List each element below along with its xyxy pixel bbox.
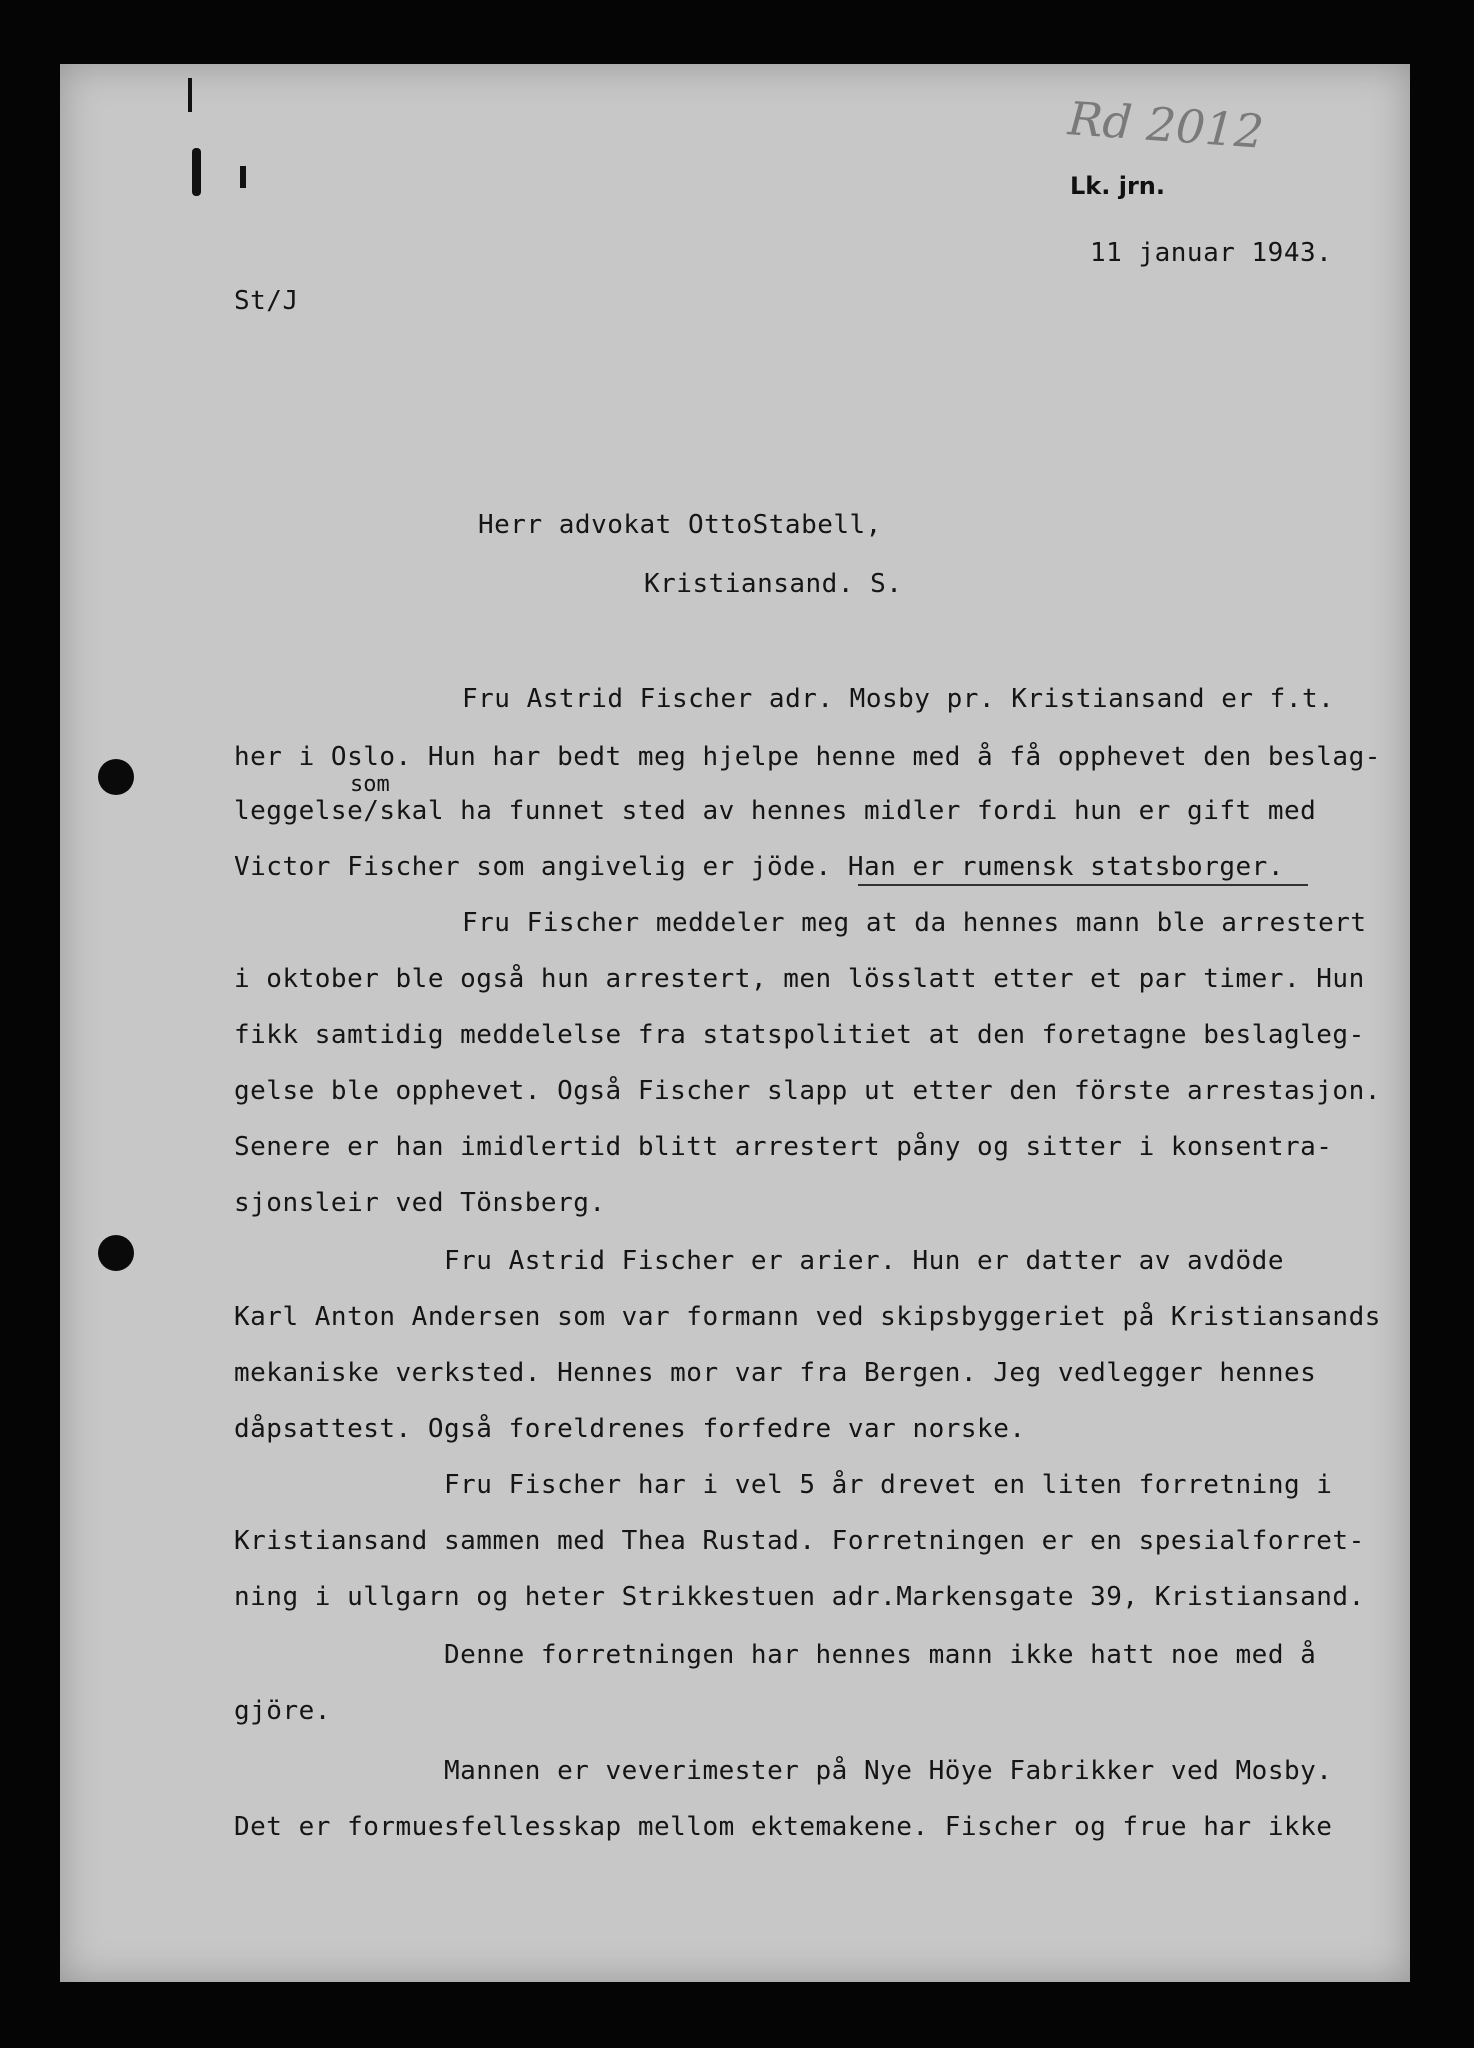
recipient-name: Herr advokat OttoStabell, [478, 510, 882, 540]
body-line: Denne forretningen har hennes mann ikke hatt noe med å [444, 1640, 1317, 1670]
journal-stamp: Lk. jrn. [1070, 172, 1165, 200]
body-line: leggelse/skal ha funnet sted av hennes midler fordi hun er gift med [234, 796, 1317, 826]
handwritten-insert: som [350, 772, 390, 797]
staple-mark [188, 78, 192, 112]
punch-hole-bottom [98, 1235, 134, 1271]
body-line: Fru Fischer har i vel 5 år drevet en liten forretning i [444, 1470, 1333, 1500]
handwritten-reference: Rd 2012 [1066, 91, 1266, 159]
sender-initials: St/J [234, 286, 299, 316]
letter-date: 11 januar 1943. [1090, 238, 1333, 268]
body-line: fikk samtidig meddelelse fra statspolitiet at den foretagne beslagleg- [234, 1020, 1365, 1050]
punch-hole-top [98, 759, 134, 795]
body-line: sjonsleir ved Tönsberg. [234, 1188, 606, 1218]
body-line: Victor Fischer som angivelig er jöde. Han er rumensk statsborger. [234, 852, 1284, 882]
body-line: mekaniske verksted. Hennes mor var fra Bergen. Jeg vedlegger hennes [234, 1358, 1317, 1388]
body-line: her i Oslo. Hun har bedt meg hjelpe henne med å få opphevet den beslag- [234, 742, 1381, 772]
body-line: gjöre. [234, 1696, 331, 1726]
staple-mark [192, 148, 201, 196]
body-line: Fru Astrid Fischer er arier. Hun er datter av avdöde [444, 1246, 1284, 1276]
body-line: Det er formuesfellesskap mellom ektemakene. Fischer og frue har ikke [234, 1812, 1333, 1842]
body-line: Fru Fischer meddeler meg at da hennes mann ble arrestert [462, 908, 1367, 938]
body-line: Mannen er veverimester på Nye Höye Fabrikker ved Mosby. [444, 1756, 1333, 1786]
body-line: dåpsattest. Også foreldrenes forfedre var norske. [234, 1414, 1026, 1444]
body-line: Karl Anton Andersen som var formann ved skipsbyggeriet på Kristiansands [234, 1302, 1381, 1332]
body-line: gelse ble opphevet. Også Fischer slapp ut etter den förste arrestasjon. [234, 1076, 1381, 1106]
body-line: i oktober ble også hun arrestert, men lösslatt etter et par timer. Hun [234, 964, 1365, 994]
recipient-city: Kristiansand. S. [644, 569, 903, 599]
underline [858, 884, 1308, 886]
body-line: Kristiansand sammen med Thea Rustad. Forretningen er en spesialforret- [234, 1526, 1365, 1556]
body-line: Fru Astrid Fischer adr. Mosby pr. Kristiansand er f.t. [462, 684, 1335, 714]
body-line: ning i ullgarn og heter Strikkestuen adr.Markensgate 39, Kristiansand. [234, 1582, 1365, 1612]
body-line: Senere er han imidlertid blitt arrestert påny og sitter i konsentra- [234, 1132, 1333, 1162]
staple-mark [240, 166, 246, 188]
